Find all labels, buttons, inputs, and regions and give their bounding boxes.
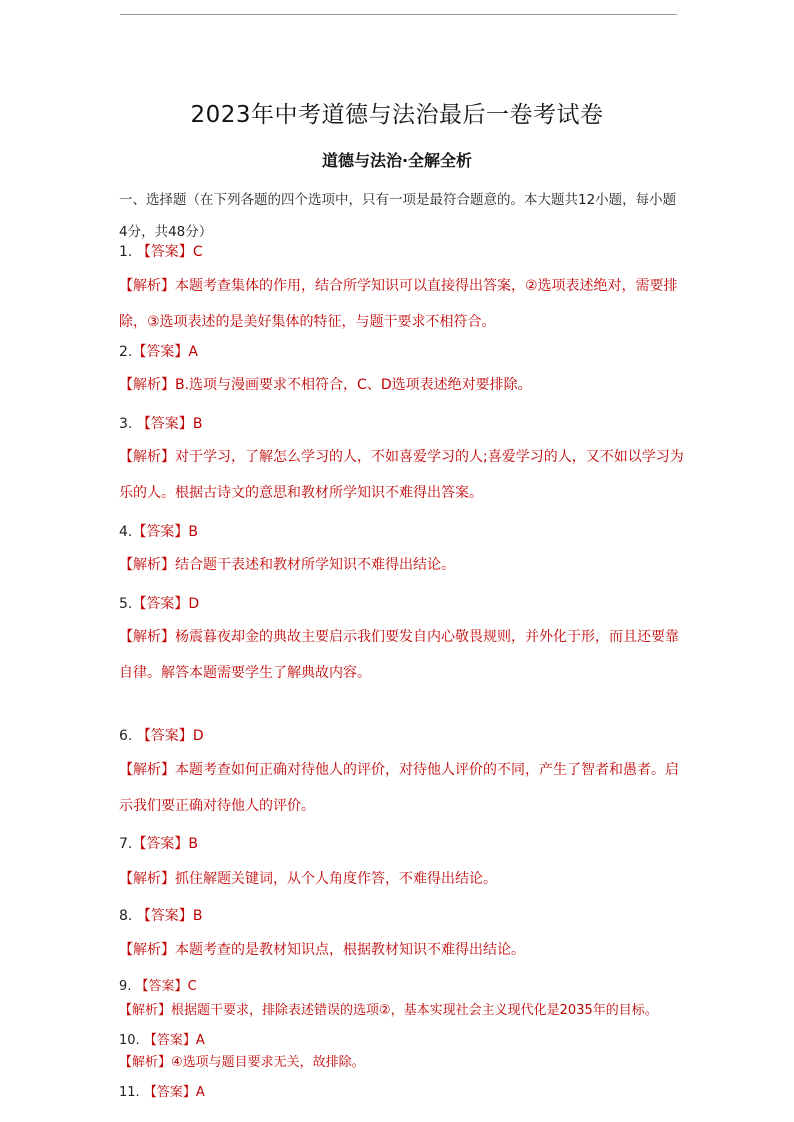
- question-number: 7.: [119, 836, 133, 852]
- answer-line-3: [119, 413, 684, 433]
- answer-tag: 【答案】: [136, 416, 193, 432]
- explanation-3: 【解析】对于学习，了解怎么学习的人，不如喜爱学习的人;喜爱学习的人，又不如以学习为乐的人。根据古诗文的意思和教材所学知识不难得出答案。: [119, 449, 684, 501]
- explanation-2: 【解析】B.选项与漫画要求不相符合，C、D选项表述绝对要排除。: [119, 377, 532, 393]
- question-number: 4.: [119, 524, 133, 540]
- explanation-9: 【解析】根据题干要求，排除表述错误的选项②，基本实现社会主义现代化是2035年的目标。: [119, 1003, 658, 1018]
- answer-line-7: [119, 833, 684, 853]
- page-subtitle: 道德与法治·全解全析: [321, 151, 473, 170]
- question-number: 2.: [119, 344, 133, 360]
- question-number: 11.: [119, 1085, 144, 1100]
- answer-tag: 【答案】: [132, 524, 189, 540]
- explanation-4: 【解析】结合题干表述和教材所学知识不难得出结论。: [119, 557, 455, 573]
- answer-tag: 【答案】: [132, 344, 189, 360]
- answer-value: D: [188, 596, 200, 612]
- answer-line-6: [119, 725, 684, 745]
- answer-line-8: [119, 905, 684, 925]
- header-rule: [120, 14, 677, 15]
- explanation-5: 【解析】杨震暮夜却金的典故主要启示我们要发自内心敬畏规则，并外化于形，而且还要靠自律。解答本题需要学生了解典故内容。: [119, 629, 679, 681]
- explanation-10: 【解析】④选项与题目要求无关，故排除。: [119, 1055, 365, 1070]
- answer-line-2: [119, 341, 684, 361]
- answer-tag: 【答案】: [136, 244, 193, 260]
- question-number: 10.: [119, 1033, 144, 1048]
- answer-value: C: [192, 244, 203, 260]
- page-title: 2023年中考道德与法治最后一卷考试卷: [190, 102, 604, 128]
- answer-value: A: [195, 1085, 205, 1100]
- answer-line-5: [119, 593, 684, 613]
- answer-tag: 【答案】: [132, 596, 189, 612]
- answer-tag: 【答案】: [143, 1085, 196, 1100]
- answer-value: A: [188, 344, 198, 360]
- explanation-8: 【解析】本题考查的是教材知识点，根据教材知识不难得出结论。: [119, 942, 525, 958]
- answer-line-1: [119, 241, 684, 261]
- answer-tag: 【答案】: [135, 979, 188, 994]
- answer-value: A: [195, 1033, 205, 1048]
- answer-line-9: [119, 975, 684, 994]
- answer-tag: 【答案】: [132, 836, 189, 852]
- answer-tag: 【答案】: [143, 1033, 196, 1048]
- question-number: 3.: [119, 416, 137, 432]
- answer-tag: 【答案】: [136, 728, 193, 744]
- answer-value: B: [188, 524, 198, 540]
- section-intro: 一、选择题（在下列各题的四个选项中，只有一项是最符合题意的。本大题共12小题，每小题4分，共48分）: [119, 192, 677, 240]
- answer-line-10: [119, 1029, 684, 1048]
- answer-value: B: [192, 908, 203, 924]
- answer-value: D: [192, 728, 204, 744]
- answer-value: C: [187, 979, 197, 994]
- question-number: 5.: [119, 596, 133, 612]
- explanation-6: 【解析】本题考查如何正确对待他人的评价，对待他人评价的不同，产生了智者和愚者。启示我们要正确对待他人的评价。: [119, 762, 679, 814]
- answer-line-4: [119, 521, 684, 541]
- question-number: 8.: [119, 908, 137, 924]
- answer-value: B: [188, 836, 198, 852]
- answer-value: B: [192, 416, 203, 432]
- explanation-1: 【解析】本题考查集体的作用，结合所学知识可以直接得出答案，②选项表述绝对，需要排除，③选项表述的是美好集体的特征，与题干要求不相符合。: [119, 278, 678, 330]
- question-number: 1.: [119, 244, 137, 260]
- question-number: 6.: [119, 728, 137, 744]
- answer-line-11: [119, 1081, 684, 1100]
- answer-tag: 【答案】: [136, 908, 193, 924]
- explanation-7: 【解析】抓住解题关键词，从个人角度作答，不难得出结论。: [119, 871, 497, 887]
- question-number: 9.: [119, 979, 136, 994]
